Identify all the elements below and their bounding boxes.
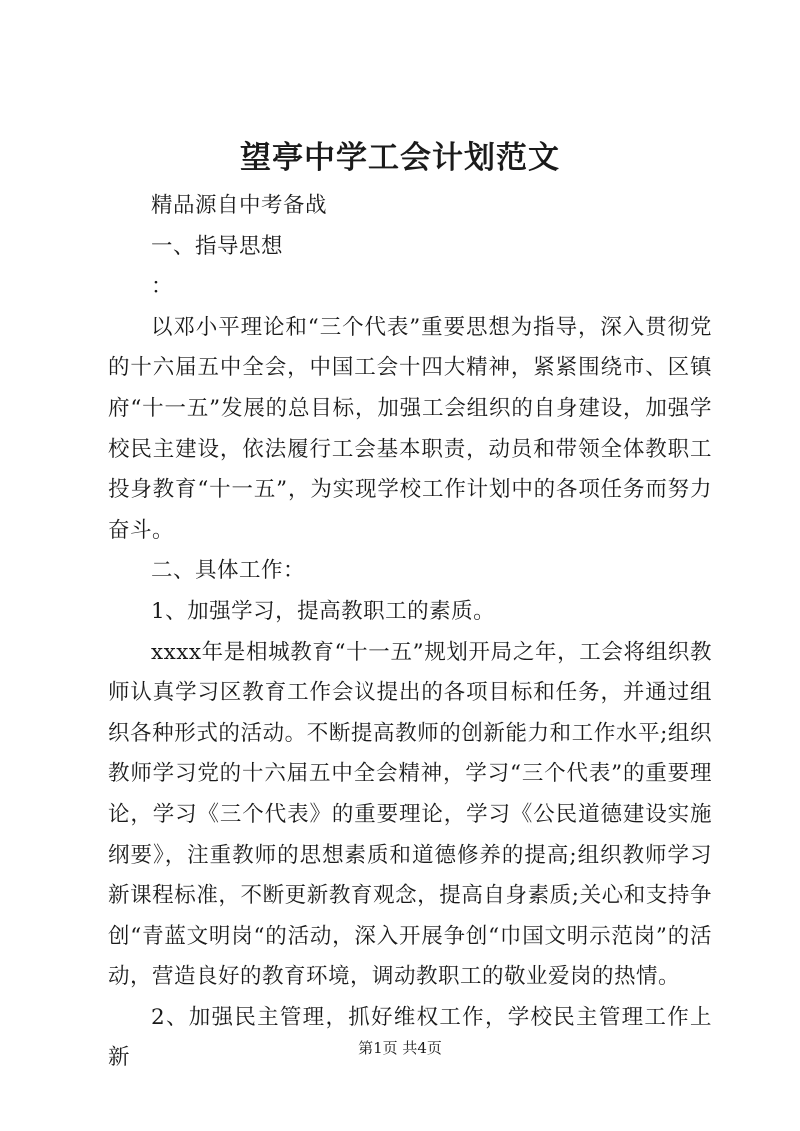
paragraph-guiding-text: 以邓小平理论和“三个代表”重要思想为指导，深入贯彻党的十六届五中全会，中国工会十四大精神，紧紧围绕市、区镇府“十一五”发展的总目标，加强工会组织的自身建设，加强学校民主建设，依法履行工会基本职责，动员和带领全体教职工投身教育“十一五”，为实现学校工作计划中的各项任务而努力奋斗。: [108, 314, 712, 543]
subheading-study: 1、加强学习，提高教职工的素质。: [151, 598, 496, 624]
paragraph-source: 精品源自中考备战: [151, 193, 328, 218]
heading-guiding-thought: 一、指导思想: [151, 233, 284, 259]
heading-specific-work: 二、具体工作：: [151, 558, 306, 584]
subheading-democratic-management: 2、加强民主管理，抓好维权工作，学校民主管理工作上新: [108, 1004, 712, 1071]
paragraph-study-text: xxxx年是相城教育“十一五”规划开局之年，工会将组织教师认真学习区教育工作会议提出的各项目标和任务，并通过组织各种形式的活动。不断提高教师的创新能力和工作水平;组织教师学习党的十六届五中全会精神，学习“三个代表”的重要理论，学习《三个代表》的重要理论，学习《公民道德建设实施纲要》，注重教师的思想素质和道德修养的提高;组织教师学习新课程标准，不断更新教育观念，提高自身素质;关心和支持争创“青蓝文明岗“的活动，深入开展争创“巾国文明示范岗”的活动，营造良好的教育环境，调动教职工的敬业爱岗的热情。: [108, 639, 712, 990]
paragraph-colon: ：: [151, 274, 174, 300]
document-body: [108, 186, 712, 1079]
document-title: 望亭中学工会计划范文: [240, 140, 560, 176]
page-footer: 第1页 共4页: [358, 1039, 442, 1057]
